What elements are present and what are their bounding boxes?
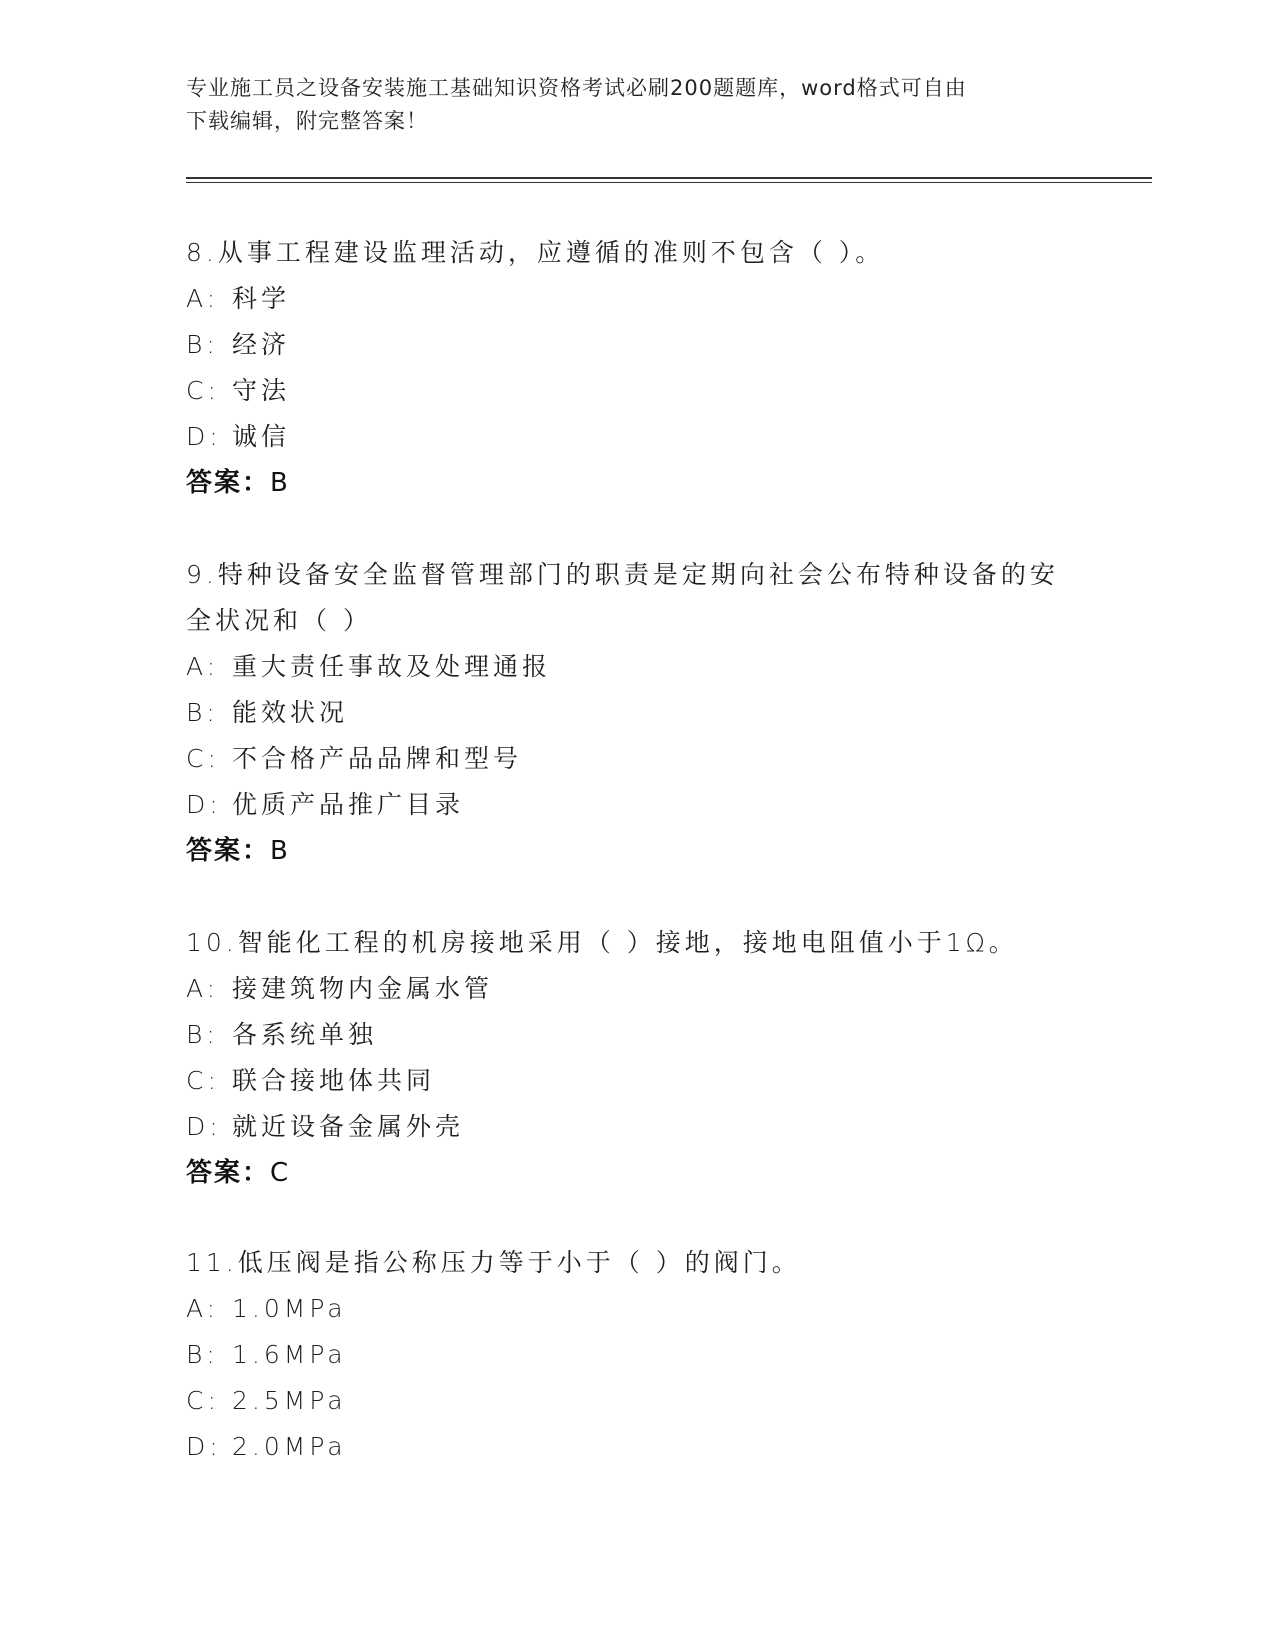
answer-label: 答案： (186, 468, 271, 498)
answer-label: 答案： (186, 836, 271, 866)
header-divider-thin (186, 182, 1152, 183)
option-d (186, 1104, 1066, 1150)
option-a (186, 1286, 1066, 1332)
option-text: 1.0MPa (232, 1294, 347, 1323)
document-header (186, 72, 1086, 138)
option-letter: D: (186, 790, 222, 819)
option-letter: B: (186, 698, 219, 727)
option-text: 优质产品推广目录 (232, 790, 465, 819)
option-text: 就近设备金属外壳 (232, 1112, 465, 1141)
option-letter: A: (186, 652, 220, 681)
option-text: 经济 (232, 330, 291, 359)
option-letter: B: (186, 1020, 219, 1049)
option-letter: C: (186, 1066, 220, 1095)
answer-line (186, 1150, 1066, 1196)
option-a (186, 644, 1066, 690)
option-d (186, 1424, 1066, 1470)
answer-value: B (270, 468, 290, 498)
option-c (186, 736, 1066, 782)
option-letter: C: (186, 744, 220, 773)
answer-value: C (270, 1158, 291, 1188)
question-8 (186, 230, 1066, 506)
option-b (186, 1332, 1066, 1378)
option-letter: A: (186, 974, 220, 1003)
option-c (186, 368, 1066, 414)
option-text: 接建筑物内金属水管 (232, 974, 494, 1003)
header-line-1: 专业施工员之设备安装施工基础知识资格考试必刷200题题库，word格式可自由 (186, 76, 967, 100)
option-b (186, 1012, 1066, 1058)
option-letter: D: (186, 1112, 222, 1141)
option-text: 诚信 (232, 422, 291, 451)
option-text: 2.0MPa (232, 1432, 347, 1461)
question-text: 8.从事工程建设监理活动，应遵循的准则不包含（ ）。 (186, 238, 885, 267)
option-text: 2.5MPa (232, 1386, 347, 1415)
option-text: 不合格产品品牌和型号 (232, 744, 523, 773)
question-text: 11.低压阀是指公称压力等于小于（ ）的阀门。 (186, 1248, 801, 1277)
question-text: 10.智能化工程的机房接地采用（ ）接地，接地电阻值小于1Ω。 (186, 928, 1018, 957)
question-text-line-1: 9.特种设备安全监督管理部门的职责是定期向社会公布特种设备的安 (186, 560, 1059, 589)
option-letter: A: (186, 284, 220, 313)
option-letter: B: (186, 330, 219, 359)
question-10 (186, 920, 1066, 1196)
question-text-line-2: 全状况和（ ） (186, 606, 372, 635)
option-text: 联合接地体共同 (232, 1066, 436, 1095)
option-letter: C: (186, 376, 220, 405)
option-text: 守法 (232, 376, 291, 405)
question-11 (186, 1240, 1066, 1470)
option-b (186, 690, 1066, 736)
option-letter: D: (186, 1432, 222, 1461)
option-a (186, 966, 1066, 1012)
option-letter: D: (186, 422, 222, 451)
option-letter: B: (186, 1340, 219, 1369)
option-d (186, 414, 1066, 460)
header-line-2: 下载编辑，附完整答案！ (186, 109, 428, 133)
answer-label: 答案： (186, 1158, 271, 1188)
option-text: 各系统单独 (232, 1020, 378, 1049)
question-9 (186, 552, 1066, 874)
option-d (186, 782, 1066, 828)
option-letter: C: (186, 1386, 220, 1415)
option-text: 重大责任事故及处理通报 (232, 652, 552, 681)
option-text: 能效状况 (232, 698, 349, 727)
option-c (186, 1378, 1066, 1424)
option-a (186, 276, 1066, 322)
option-text: 科学 (232, 284, 291, 313)
option-letter: A: (186, 1294, 220, 1323)
header-divider-thick (186, 177, 1152, 179)
option-c (186, 1058, 1066, 1104)
option-text: 1.6MPa (232, 1340, 347, 1369)
answer-line (186, 828, 1066, 874)
option-b (186, 322, 1066, 368)
answer-line (186, 460, 1066, 506)
answer-value: B (270, 836, 290, 866)
